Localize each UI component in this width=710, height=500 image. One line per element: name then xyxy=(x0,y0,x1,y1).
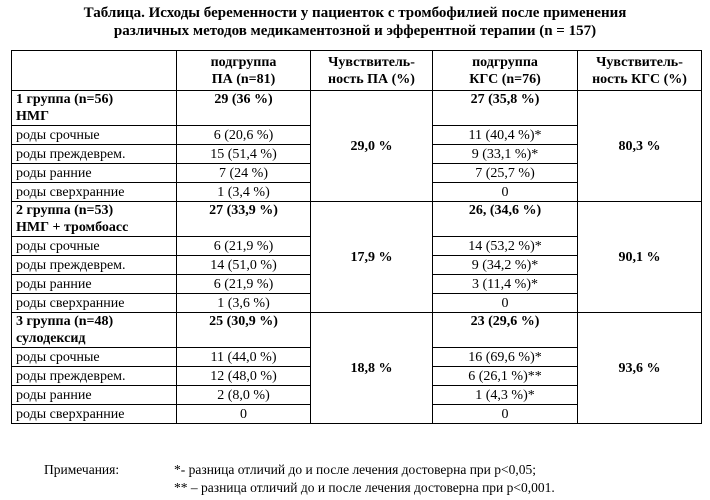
header-kgs-subgroup xyxy=(433,51,578,91)
header-kgs-subgroup-line2: КГС (n=76) xyxy=(469,71,541,87)
group-header-row xyxy=(12,91,702,126)
row-pa-value: 6 (21,9 %) xyxy=(177,237,311,256)
row-kgs-value: 9 (33,1 %)* xyxy=(433,145,578,164)
header-pa-subgroup-line1: подгруппа xyxy=(210,54,277,70)
header-row xyxy=(12,51,702,91)
group-pa-sensitivity: 18,8 % xyxy=(311,313,433,424)
group-kgs-sensitivity: 93,6 % xyxy=(578,313,702,424)
row-kgs-value: 11 (40,4 %)* xyxy=(433,126,578,145)
row-pa-value: 14 (51,0 %) xyxy=(177,256,311,275)
group-title-line2: сулодексид xyxy=(16,331,86,346)
header-pa-sensitivity-line1: Чувствитель- xyxy=(328,54,415,70)
row-label: роды сверхранние xyxy=(12,405,177,424)
row-label: роды преждеврем. xyxy=(12,145,177,164)
group-title-line1: 1 группа (n=56) xyxy=(16,92,114,107)
row-pa-value: 6 (20,6 %) xyxy=(177,126,311,145)
row-kgs-value: 0 xyxy=(433,183,578,202)
header-pa-subgroup xyxy=(177,51,311,91)
caption-line-1: Таблица. Исходы беременности у пациенток с тромбофилией после применения xyxy=(83,5,627,21)
header-empty-cell xyxy=(12,51,177,91)
header-pa-subgroup-line2: ПА (n=81) xyxy=(211,71,276,87)
header-kgs-sensitivity-line2: ность КГС (%) xyxy=(592,71,687,87)
row-pa-value: 7 (24 %) xyxy=(177,164,311,183)
row-label: роды срочные xyxy=(12,126,177,145)
row-label: роды ранние xyxy=(12,386,177,405)
note-1: *- разница отличий до и после лечения достоверна при p<0,05; xyxy=(174,462,537,477)
row-label: роды ранние xyxy=(12,164,177,183)
row-label: роды сверхранние xyxy=(12,183,177,202)
row-pa-value: 11 (44,0 %) xyxy=(177,348,311,367)
header-kgs-subgroup-line1: подгруппа xyxy=(472,54,538,70)
group-title xyxy=(12,91,177,126)
row-kgs-value: 1 (4,3 %)* xyxy=(433,386,578,405)
notes-label: Примечания: xyxy=(44,462,120,477)
row-kgs-value: 6 (26,1 %)** xyxy=(433,367,578,386)
row-label: роды срочные xyxy=(12,237,177,256)
group-title xyxy=(12,202,177,237)
row-kgs-value: 0 xyxy=(433,405,578,424)
row-label: роды ранние xyxy=(12,275,177,294)
row-pa-value: 1 (3,4 %) xyxy=(177,183,311,202)
row-pa-value: 0 xyxy=(177,405,311,424)
row-pa-value: 15 (51,4 %) xyxy=(177,145,311,164)
row-pa-value: 12 (48,0 %) xyxy=(177,367,311,386)
group-header-row xyxy=(12,202,702,237)
note-2: ** – разница отличий до и после лечения достоверна при p<0,001. xyxy=(174,480,555,495)
row-label: роды срочные xyxy=(12,348,177,367)
group-header-row xyxy=(12,313,702,348)
row-kgs-value: 14 (53,2 %)* xyxy=(433,237,578,256)
table-caption xyxy=(0,4,710,40)
group-title-line1: 3 группа (n=48) xyxy=(16,314,114,329)
group-title xyxy=(12,313,177,348)
row-pa-value: 1 (3,6 %) xyxy=(177,294,311,313)
row-pa-value: 2 (8,0 %) xyxy=(177,386,311,405)
caption-line-2: различных методов медикаментозной и эфферентной терапии (n = 157) xyxy=(113,23,597,39)
row-label: роды преждеврем. xyxy=(12,256,177,275)
header-pa-sensitivity-line2: ность ПА (%) xyxy=(328,71,415,87)
group-title-line2: НМГ xyxy=(16,109,50,124)
group-pa-total: 25 (30,9 %) xyxy=(177,313,311,348)
group-pa-total: 29 (36 %) xyxy=(177,91,311,126)
group-title-line2: НМГ + тромбоасс xyxy=(16,220,129,235)
results-table xyxy=(11,50,702,424)
group-kgs-total: 26, (34,6 %) xyxy=(433,202,578,237)
header-kgs-sensitivity xyxy=(578,51,702,91)
group-title-line1: 2 группа (n=53) xyxy=(16,203,114,218)
row-kgs-value: 3 (11,4 %)* xyxy=(433,275,578,294)
group-pa-sensitivity: 17,9 % xyxy=(311,202,433,313)
row-kgs-value: 9 (34,2 %)* xyxy=(433,256,578,275)
group-kgs-sensitivity: 90,1 % xyxy=(578,202,702,313)
group-pa-sensitivity: 29,0 % xyxy=(311,91,433,202)
group-pa-total: 27 (33,9 %) xyxy=(177,202,311,237)
row-kgs-value: 7 (25,7 %) xyxy=(433,164,578,183)
row-label: роды сверхранние xyxy=(12,294,177,313)
group-kgs-total: 27 (35,8 %) xyxy=(433,91,578,126)
row-pa-value: 6 (21,9 %) xyxy=(177,275,311,294)
header-kgs-sensitivity-line1: Чувствитель- xyxy=(596,54,683,70)
row-kgs-value: 16 (69,6 %)* xyxy=(433,348,578,367)
group-kgs-sensitivity: 80,3 % xyxy=(578,91,702,202)
row-kgs-value: 0 xyxy=(433,294,578,313)
row-label: роды преждеврем. xyxy=(12,367,177,386)
header-pa-sensitivity xyxy=(311,51,433,91)
group-kgs-total: 23 (29,6 %) xyxy=(433,313,578,348)
